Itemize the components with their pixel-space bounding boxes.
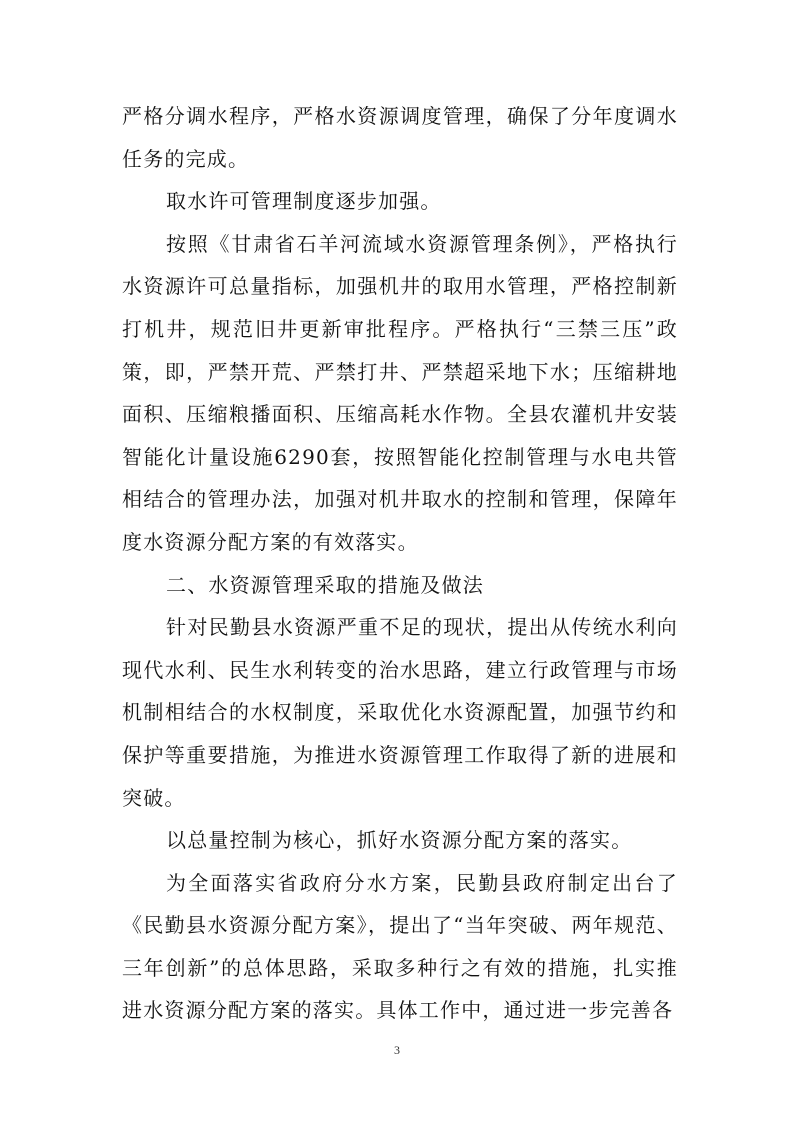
paragraph-implementation: 为全面落实省政府分水方案，民勤县政府制定出台了《民勤县水资源分配方案》，提出了“当年突破、两年规范、三年创新”的总体思路，采取多种行之有效的措施，扎实推进水资源分配方案的落实。具体工作中，通过进一步完善各 — [122, 870, 678, 1023]
paragraph-heading-water-permit: 取水许可管理制度逐步加强。 — [166, 189, 442, 214]
paragraph-heading-total-control: 以总量控制为核心，抓好水资源分配方案的落实。 — [166, 828, 633, 853]
section-heading-measures: 二、水资源管理采取的措施及做法 — [166, 572, 484, 597]
paragraph-strategy: 针对民勤县水资源严重不足的现状，提出从传统水利向现代水利、民生水利转变的治水思路，建立行政管理与市场机制相结合的水权制度，采取优化水资源配置，加强节约和保护等重要措施，为推进水资源管理工作取得了新的进展和突破。 — [122, 615, 678, 810]
paragraph-regulation: 按照《甘肃省石羊河流域水资源管理条例》，严格执行水资源许可总量指标，加强机井的取用水管理，严格控制新打机井，规范旧井更新审批程序。严格执行“三禁三压”政策，即，严禁开荒、严禁打井、严禁超采地下水；压缩耕地面积、压缩粮播面积、压缩高耗水作物。全县农灌机井安装智能化计量设施6290套，按照智能化控制管理与水电共管相结合的管理办法，加强对机井取水的控制和管理，保障年度水资源分配方案的有效落实。 — [122, 231, 678, 554]
paragraph-continuation: 严格分调水程序，严格水资源调度管理，确保了分年度调水任务的完成。 — [122, 104, 678, 171]
page-number: 3 — [394, 1043, 400, 1057]
document-body — [122, 95, 678, 1032]
